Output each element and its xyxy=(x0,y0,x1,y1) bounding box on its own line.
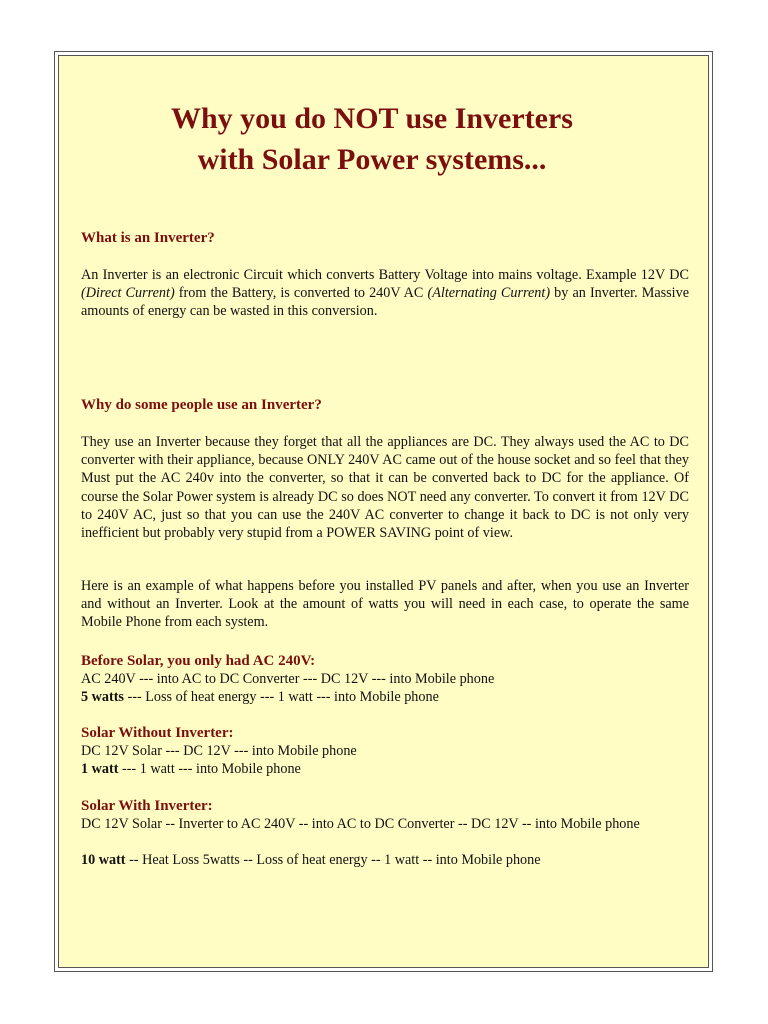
heading-before-solar: Before Solar, you only had AC 240V: xyxy=(81,653,316,669)
solar-without-watts: 1 watt xyxy=(81,761,119,777)
paragraph-what-is-inverter xyxy=(81,266,689,321)
paragraph-why-use-inverter: They use an Inverter because they forget that all the appliances are DC. They always used the AC to DC converter with their appliance, because ONLY 240V AC came out of the house socket and so feel that they Must put the AC 240v into the converter, so that it can be converted back to DC for the appliance. Of course the Solar Power system is already DC so does NOT need any converter. To convert it from 12V DC to 240V AC, just so that you can use the 240V AC converter to change it back to DC is not only very inefficient but probably very stupid from a POWER SAVING point of view. xyxy=(81,434,689,542)
italic-direct-current: (Direct Current) xyxy=(81,285,175,302)
paragraph-text: from the Battery, is converted to 240V AC xyxy=(174,285,428,302)
title-line-2: with Solar Power systems... xyxy=(197,143,547,176)
before-solar-watts: 5 watts xyxy=(81,689,124,705)
solar-with-line-1: DC 12V Solar -- Inverter to AC 240V -- into AC to DC Converter -- DC 12V -- into Mobile phone xyxy=(81,816,640,832)
paragraph-example-intro: Here is an example of what happens before you installed PV panels and after, when you use an Inverter and without an Inverter. Look at the amount of watts you will need in each case, to operate the same Mobile Phone from each system. xyxy=(81,578,689,631)
paragraph-text: by an Inverter. Massive amounts of energy can be wasted in this conversion. xyxy=(81,285,689,320)
solar-with-line-2 xyxy=(81,851,541,869)
solar-without-chain: --- 1 watt --- into Mobile phone xyxy=(118,761,301,777)
page-border xyxy=(54,51,713,972)
solar-without-line-2 xyxy=(81,760,301,778)
section-heading-what-is-inverter: What is an Inverter? xyxy=(81,230,215,246)
solar-with-watts: 10 watt xyxy=(81,852,126,868)
section-heading-why-use-inverter: Why do some people use an Inverter? xyxy=(81,397,322,413)
before-solar-chain: --- Loss of heat energy --- 1 watt --- into Mobile phone xyxy=(123,689,439,705)
solar-without-line-1: DC 12V Solar --- DC 12V --- into Mobile phone xyxy=(81,743,357,759)
paragraph-text: An Inverter is an electronic Circuit which converts Battery Voltage into mains voltage. Example 12V DC xyxy=(81,267,689,283)
before-solar-line-2 xyxy=(81,688,439,706)
page-title xyxy=(81,98,663,180)
heading-solar-with-inverter: Solar With Inverter: xyxy=(81,798,213,814)
page-panel xyxy=(58,55,709,968)
heading-solar-without-inverter: Solar Without Inverter: xyxy=(81,725,234,741)
italic-alternating-current: (Alternating Current) xyxy=(427,285,551,302)
title-line-1: Why you do NOT use Inverters xyxy=(171,102,573,135)
before-solar-line-1: AC 240V --- into AC to DC Converter --- DC 12V --- into Mobile phone xyxy=(81,671,495,687)
solar-with-chain: -- Heat Loss 5watts -- Loss of heat energy -- 1 watt -- into Mobile phone xyxy=(125,852,541,868)
